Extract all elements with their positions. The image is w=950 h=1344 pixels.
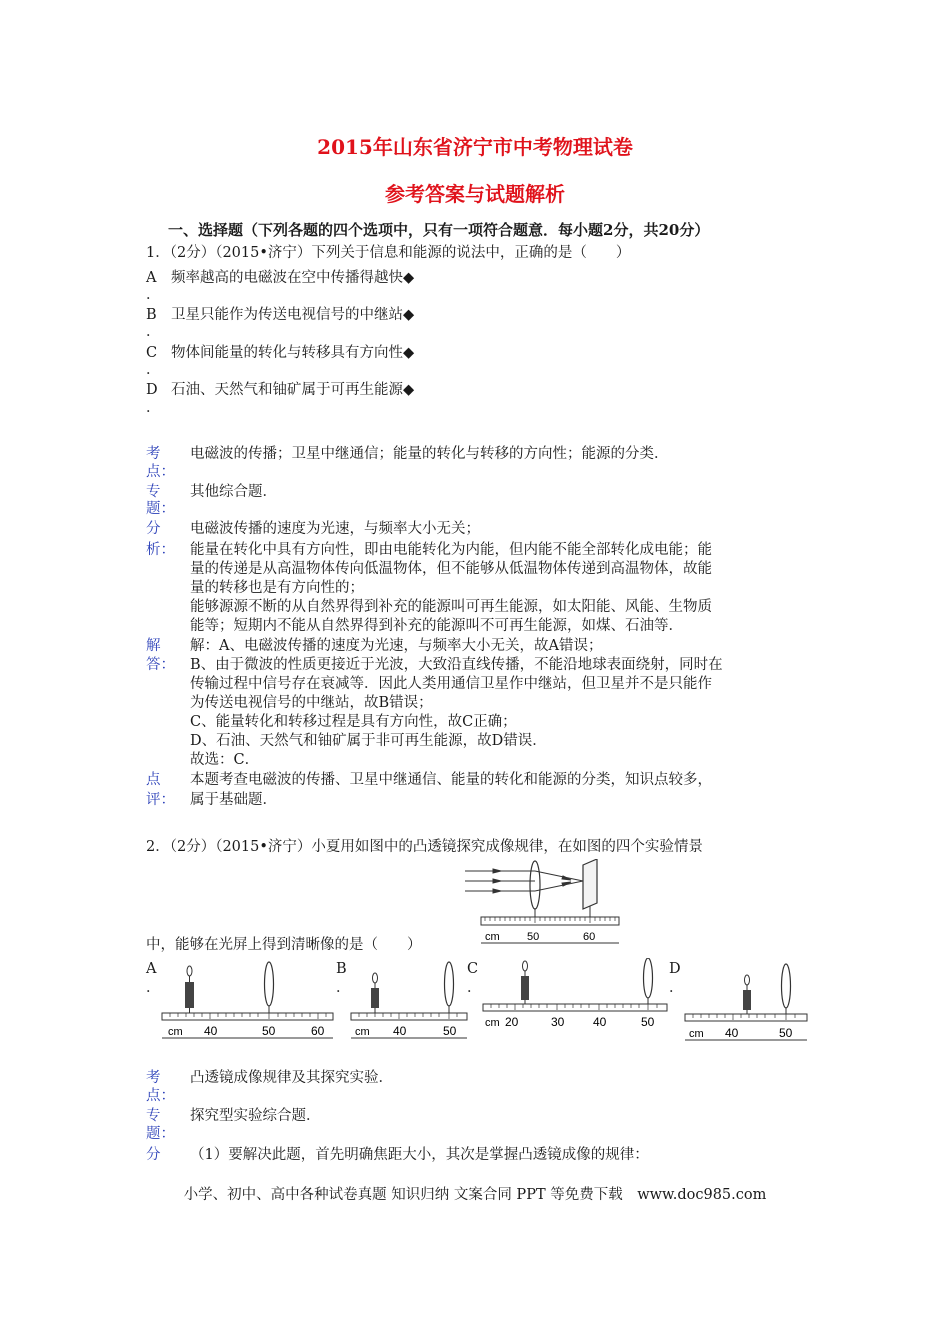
q2-option-d-letter: D xyxy=(669,961,681,977)
ruler-tick-label: 50 xyxy=(527,931,540,943)
convex-lens-icon xyxy=(445,962,454,1013)
q1-fenxi-line: 量的转移也是有方向性的； xyxy=(190,580,364,596)
ruler-unit: cm xyxy=(168,1026,183,1038)
q1-jieda-line: 解：A、电磁波传播的速度为光速，与频率大小无关，故A错误； xyxy=(190,638,603,654)
option-dot: ． xyxy=(146,324,161,340)
q2-option-c-dot: ． xyxy=(467,980,482,996)
q1-jieda-line: D、石油、天然气和铀矿属于非可再生能源，故D错误． xyxy=(190,733,547,749)
q1-jieda-line: C、能量转化和转移过程是具有方向性，故C正确； xyxy=(190,714,517,730)
ruler-bar xyxy=(483,1004,667,1011)
q2-option-b-figure[interactable] xyxy=(349,960,469,1042)
option-text: 卫星只能作为传送电视信号的中继站◆ xyxy=(171,307,415,323)
dianping-label-1: 点 xyxy=(146,772,161,788)
ruler-tick-label: 30 xyxy=(551,1015,565,1029)
q1-dianping-line: 本题考查电磁波的传播、卫星中继通信、能量的转化和能源的分类，知识点较多， xyxy=(190,772,712,788)
ruler-bar xyxy=(685,1014,807,1021)
q2-kaodian: 凸透镜成像规律及其探究实验． xyxy=(190,1070,393,1086)
q1-fenxi-line: 能等；短期内不能从自然界得到补充的能源叫不可再生能源，如煤、石油等． xyxy=(190,618,683,634)
candle-icon xyxy=(185,966,194,1013)
option-dot: ． xyxy=(146,362,161,378)
option-letter: A xyxy=(146,270,157,286)
candle-icon xyxy=(521,961,529,1004)
ruler-bar xyxy=(162,1013,333,1020)
ruler-tick-label: 40 xyxy=(725,1026,739,1040)
option-text: 物体间能量的转化与转移具有方向性◆ xyxy=(171,345,415,361)
zhuanti-label-1: 专 xyxy=(146,484,161,500)
ruler-unit: cm xyxy=(689,1028,704,1040)
option-text: 频率越高的电磁波在空中传播得越快◆ xyxy=(171,270,415,286)
q1-jieda-line: 为传送电视信号的中继站，故B错误； xyxy=(190,695,433,711)
q2-stem-line-2: 中，能够在光屏上得到清晰像的是（ ） xyxy=(146,937,422,953)
q2-option-d-dot: ． xyxy=(669,980,684,996)
option-dot: ． xyxy=(146,400,161,416)
zhuanti-label-1: 专 xyxy=(146,1108,161,1124)
kaodian-label-1: 考 xyxy=(146,446,161,462)
q2-stem-line-1: 2．（2分）（2015•济宁）小夏用如图中的凸透镜探究成像规律，在如图的四个实验情景 xyxy=(146,839,703,855)
q1-zhuanti: 其他综合题． xyxy=(190,484,277,500)
ruler-tick-label: 60 xyxy=(311,1024,325,1038)
ruler-tick-label: 40 xyxy=(593,1015,607,1029)
ruler-unit: cm xyxy=(485,1017,500,1029)
convex-lens-icon xyxy=(265,962,274,1013)
ruler-tick-label: 50 xyxy=(641,1015,655,1029)
fenxi-label-2: 析： xyxy=(146,542,175,558)
convex-lens-icon xyxy=(530,861,540,909)
ruler-tick-label: 50 xyxy=(443,1024,457,1038)
kaodian-label-2: 点： xyxy=(146,1088,175,1104)
fenxi-label-1: 分 xyxy=(146,1147,161,1163)
q2-option-d-figure[interactable] xyxy=(683,958,809,1042)
q1-jieda-line: B、由于微波的性质更接近于光波，大致沿直线传播，不能沿地球表面绕射，同时在 xyxy=(190,657,723,673)
q1-dianping-line: 属于基础题． xyxy=(190,792,277,808)
ruler-unit: cm xyxy=(355,1026,370,1038)
convex-lens-icon xyxy=(644,958,653,1004)
q2-fenxi: （1）要解决此题，首先明确焦距大小，其次是掌握凸透镜成像的规律： xyxy=(190,1147,649,1163)
ruler-unit: cm xyxy=(485,931,500,943)
q1-stem: 1．（2分）（2015•济宁）下列关于信息和能源的说法中，正确的是（ ） xyxy=(146,245,631,261)
convex-lens-icon xyxy=(782,964,791,1014)
jieda-label-1: 解 xyxy=(146,638,161,654)
q2-option-b-letter: B xyxy=(336,961,347,977)
q2-option-a-figure[interactable] xyxy=(160,960,335,1042)
option-letter: D xyxy=(146,382,158,398)
zhuanti-label-2: 题： xyxy=(146,501,175,517)
option-letter: C xyxy=(146,345,158,361)
q1-fenxi-line: 能够源源不断的从自然界得到补充的能源叫可再生能源，如太阳能、风能、生物质 xyxy=(190,599,712,615)
q1-fenxi-line: 量的传递是从高温物体传向低温物体，但不能够从低温物体传递到高温物体，故能 xyxy=(190,561,712,577)
fenxi-label-1: 分 xyxy=(146,521,161,537)
page-title: 2015年山东省济宁市中考物理试卷 xyxy=(317,135,633,159)
option-text: 石油、天然气和铀矿属于可再生能源◆ xyxy=(171,382,415,398)
q2-option-c-letter: C xyxy=(467,961,479,977)
q2-main-figure xyxy=(463,859,621,945)
ruler-bar xyxy=(351,1013,467,1020)
light-screen-icon xyxy=(583,859,597,909)
ruler-tick-label: 60 xyxy=(583,931,596,943)
dianping-label-2: 评： xyxy=(146,792,175,808)
page-footer: 小学、初中、高中各种试卷真题 知识归纳 文案合同 PPT 等免费下载 www.doc985.com xyxy=(183,1187,767,1203)
q2-option-b-dot: ． xyxy=(336,980,351,996)
ruler-tick-label: 50 xyxy=(779,1026,793,1040)
section-heading: 一、选择题（下列各题的四个选项中，只有一项符合题意．每小题2分，共20分） xyxy=(168,221,710,239)
q1-fenxi-line: 电磁波传播的速度为光速，与频率大小无关； xyxy=(190,521,480,537)
kaodian-label-2: 点： xyxy=(146,464,175,480)
page-subtitle: 参考答案与试题解析 xyxy=(385,182,565,206)
kaodian-label-1: 考 xyxy=(146,1070,161,1086)
option-letter: B xyxy=(146,307,157,323)
q2-option-a-letter: A xyxy=(146,961,157,977)
q1-jieda-line: 传输过程中信号存在衰减等．因此人类用通信卫星作中继站，但卫星并不是只能作 xyxy=(190,676,712,692)
q2-zhuanti: 探究型实验综合题． xyxy=(190,1108,321,1124)
jieda-label-2: 答： xyxy=(146,657,175,673)
q2-option-c-figure[interactable] xyxy=(481,958,669,1030)
ruler-tick-label: 40 xyxy=(204,1024,218,1038)
ruler-tick-label: 40 xyxy=(393,1024,407,1038)
ruler-tick-label: 50 xyxy=(262,1024,276,1038)
q2-option-a-dot: ． xyxy=(146,980,161,996)
zhuanti-label-2: 题： xyxy=(146,1126,175,1142)
light-rays xyxy=(465,869,583,893)
q1-fenxi-line: 能量在转化中具有方向性，即由电能转化为内能，但内能不能全部转化成电能；能 xyxy=(190,542,712,558)
candle-icon xyxy=(743,975,751,1014)
q1-jieda-line: 故选：C． xyxy=(190,752,260,768)
q1-kaodian: 电磁波的传播；卫星中继通信；能量的转化与转移的方向性；能源的分类． xyxy=(190,446,669,462)
ruler-tick-label: 20 xyxy=(505,1015,519,1029)
candle-icon xyxy=(371,973,379,1013)
option-dot: ． xyxy=(146,287,161,303)
